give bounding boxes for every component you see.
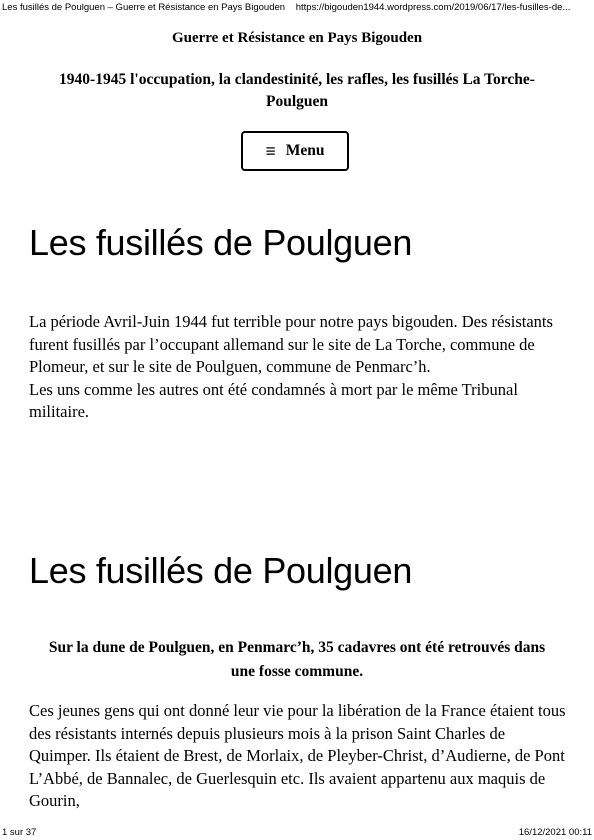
site-description: 1940-1945 l'occupation, la clandestinité, les rafles, les fusillés La Torche-Poulguen [59, 71, 535, 110]
print-header [2, 2, 592, 13]
site-title[interactable]: Guerre et Résistance en Pays Bigouden [171, 30, 423, 46]
section-subheading: Sur la dune de Poulguen, en Penmarc’h, 35 cadavres ont été retrouvés dans une fosse commune. [48, 639, 546, 680]
menu-button[interactable] [241, 131, 349, 171]
section-body: Ces jeunes gens qui ont donné leur vie pour la libération de la France étaient tous des résistants internés depuis plusieurs mois à la prison Saint Charles de Quimper. Ils étaient de Brest, de Morlaix, de Pleyber-Christ, d’Audierne, de Pont L’Abbé, de Bannalec, de Guerlesquin etc. Ils avaient appartenu aux maquis de Gourin, [29, 701, 566, 810]
post-intro [29, 311, 569, 424]
intro-paragraph-2: Les uns comme les autres ont été condamnés à mort par le même Tribunal militaire. [29, 379, 518, 421]
hamburger-icon: ≡ [265, 141, 276, 161]
print-page-title: Les fusillés de Poulguen – Guerre et Résistance en Pays Bigouden [2, 2, 286, 13]
page-count: 1 sur 37 [2, 827, 37, 838]
print-footer [2, 827, 592, 838]
menu-label: Menu [285, 142, 325, 159]
intro-paragraph-1: La période Avril-Juin 1944 fut terrible pour notre pays bigouden. Des résistants furent fusillés par l’occupant allemand sur le site de La Torche, commune de Plomeur, et sur le site de Poulguen, commune de Penmarc’h. [29, 312, 553, 376]
print-url: https://bigouden1944.wordpress.com/2019/06/17/les-fusilles-de... [295, 2, 571, 13]
post-title: Les fusillés de Poulguen [29, 222, 413, 263]
section-title: Les fusillés de Poulguen [29, 550, 413, 591]
print-datetime: 16/12/2021 00:11 [518, 827, 592, 838]
